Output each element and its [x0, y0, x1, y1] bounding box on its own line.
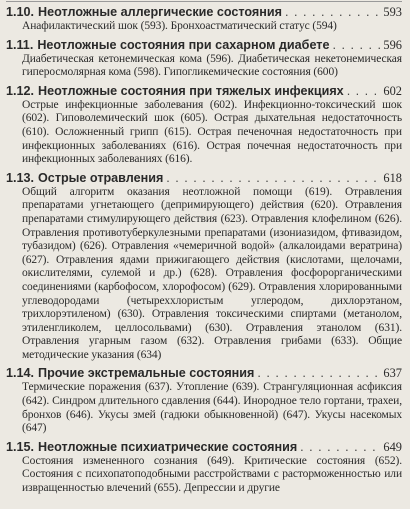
leader-dots	[166, 170, 380, 186]
section-page-number: 593	[383, 5, 402, 19]
leader-dots	[257, 365, 380, 381]
section-contents: Острые инфекционные заболевания (602). Инфекционно-токсический шок (602). Гиповолемический шок (605). Острая дыхательная недостаточность (610). Осложненный грипп (615). Острая печеночная недостаточность при инфекционных заболеваниях (616). Острая почечная недостаточность при инфекционных заболеваниях (616).	[22, 98, 402, 166]
section-title: Острые отравления	[38, 170, 164, 185]
section-page-number: 637	[383, 366, 402, 381]
toc-section-1-14	[6, 364, 402, 435]
section-number: 1.14.	[6, 366, 35, 381]
section-title: Неотложные состояния при сахарном диабете	[37, 37, 330, 52]
section-contents: Анафилактический шок (593). Бронхоастматический статус (594)	[22, 20, 337, 32]
section-number: 1.12.	[6, 83, 35, 98]
section-page-number: 649	[383, 439, 402, 454]
toc-section-1-11	[6, 36, 402, 80]
leader-dots	[347, 83, 381, 99]
leader-dots	[300, 439, 380, 455]
top-rule	[6, 1, 402, 2]
section-heading	[6, 82, 402, 99]
section-contents: Общий алгоритм оказания неотложной помощи (619). Отравления препаратами угнетающего (депримирующего) действия (620). Отравления препаратами стимулирующего действия (623). Отравления клофелином (626). Отравления противотуберкулезными препаратами (изониазидом, фтивазидом, тубазидом) (626). Отравления «чемеричной водой» (алкалоидами вератрина) (627). Отравления ядами прижигающего действия (кислотами, щелочами, окислителями, сулемой и др.) (628). Отравления фосфорорганическими соединениями (карбофосом, хлорофосом) (629). Отравления хлорированными углеводородами (четыреххлористым углеродом, дихлорэтаном, трихлорэтиленом) (630). Отравления токсическими спиртами (метанолом, этиленгликолем, целлосольвами) (630). Отравления этанолом (631). Отравления угарным газом (632). Отравления грибами (633). Общие методические указания (634)	[22, 185, 402, 361]
toc-section-1-10	[6, 3, 402, 34]
section-number: 1.11.	[6, 37, 34, 52]
section-page-number: 602	[383, 83, 402, 98]
toc-section-1-15	[6, 438, 402, 496]
section-title: Неотложные состояния при тяжелых инфекциях	[38, 83, 344, 98]
section-contents: Состояния измененного сознания (649). Критические состояния (652). Состояния с психопатоподобными расстройствами с расторможенностью или извращенностью влечений (655). Депрессии и другие	[22, 454, 402, 495]
toc-section-1-12	[6, 82, 402, 167]
section-number: 1.15.	[6, 439, 35, 454]
section-title: Неотложные психиатрические состояния	[38, 439, 298, 454]
section-number: 1.10.	[6, 5, 35, 19]
leader-dots	[285, 4, 380, 20]
section-heading	[6, 3, 402, 20]
toc-section-1-13	[6, 169, 402, 363]
section-number: 1.13.	[6, 170, 35, 185]
section-contents: Термические поражения (637). Утопление (639). Странгуляционная асфиксия (642). Синдром длительного сдавления (644). Инородное тело гортани, трахеи, бронхов (646). Укусы змей (гадюки обыкновенной) (647). Укусы насекомых (647)	[22, 381, 402, 435]
section-title: Прочие экстремальные состояния	[38, 366, 255, 381]
section-page-number: 596	[383, 37, 402, 52]
section-heading	[6, 36, 402, 53]
section-heading	[6, 169, 402, 186]
section-page-number: 618	[383, 170, 402, 185]
section-contents: Диабетическая кетонемическая кома (596). Диабетическая некетонемическая гиперосмолярная кома (598). Гипогликемические состояния (600)	[22, 52, 402, 79]
section-title: Неотложные аллергические состояния	[38, 5, 282, 19]
leader-dots	[332, 37, 380, 53]
section-heading	[6, 438, 402, 455]
section-heading	[6, 364, 402, 381]
